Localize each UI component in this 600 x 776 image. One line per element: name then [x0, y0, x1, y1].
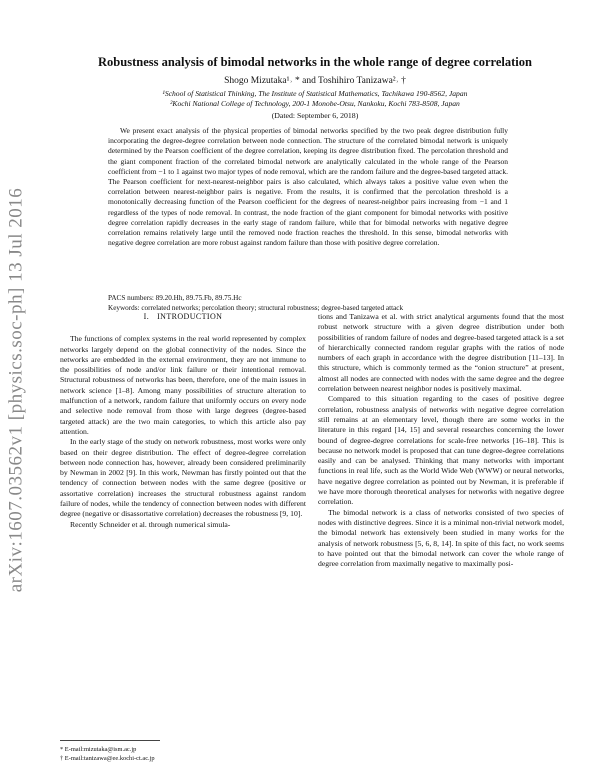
left-column — [60, 312, 306, 530]
arxiv-watermark — [2, 160, 30, 620]
affiliation-2: ²Kochi National College of Technology, 200-1 Monobe-Otsu, Nankoku, Kochi 783-8508, Japan — [170, 99, 460, 108]
footnote-email-1: * E-mail:mizutaka@ism.ac.jp — [60, 746, 137, 753]
paper-authors: Shogo Mizutaka¹˒ * and Toshihiro Tanizawa²˒ † — [224, 76, 406, 86]
section-heading — [60, 312, 306, 322]
footnote-email-2: † E-mail:tanizawa@ee.kochi-ct.ac.jp — [60, 755, 155, 762]
affiliation-1: ¹School of Statistical Thinking, The Institute of Statistical Mathematics, Tachikawa 190-8562, Japan — [162, 89, 468, 98]
paper-title: Robustness analysis of bimodal networks in the whole range of degree correlation — [98, 55, 532, 69]
paragraph: Compared to this situation regarding to the cases of positive degree correlation, robustness analysis of networks with negative degree correlation still remains at an elementary level, though there are some works in the literature in this regard [14, 15] and several researches concerning the lower bound of degree-degree correlations for scale-free networks [16–18]. This is because no network model is proposed that can tune degree-degree correlations easily and can be analysed. Thinking that many networks with important functions in real life, such as the World Wide Web (WWW) or neural networks, have negative degree correlation as pointed out by Newman, it is preferable if we have more thorough theoretical analyses for networks with negative degree correlation. — [318, 394, 564, 507]
paragraph: The functions of complex systems in the real world represented by complex networks largely depend on the global connectivity of the nodes. Since the networks are embedded in the external environment, they are not immune to the possibilities of node and/or link failure or their intentional removal. Structural robustness of networks has been, therefore, one of the main issues in network science [1–8]. Among many possibilities of structure alteration to malfunction of a network, random failure that uniformly occurs on every node and selective node removal from those with large degrees (degree-based targeted attack) are the two main categories, to which this article also pay attention. — [60, 334, 306, 436]
arxiv-id: arXiv:1607.03562v1 [physics.soc-ph] 13 Jul 2016 — [5, 187, 26, 593]
section-title: INTRODUCTION — [157, 312, 223, 321]
pacs-numbers: PACS numbers: 89.20.Hh, 89.75.Fb, 89.75.Hc — [108, 294, 242, 302]
pacs-block — [108, 293, 508, 313]
footnotes — [60, 745, 310, 763]
abstract: We present exact analysis of the physical properties of bimodal networks specified by the two peak degree distribution fully incorporating the degree-degree correlation between node connection. The structure of the correlated bimodal network is uniquely determined by the Pearson coefficient of the degree correlation, keeping its degree distribution fixed. The percolation threshold and the giant component fraction of the correlated bimodal network are analytically calculated in the whole range of the Pearson coefficient from −1 to 1 against two major types of node removal, which are the random failure and the degree-based targeted attack. The Pearson coefficient for next-nearest-neighbor pairs is also calculated, which always takes a positive value even when the correlation between nearest-neighbor pairs is negative. From the results, it is confirmed that the percolation threshold is a monotonically decreasing function of the Pearson coefficient for the degrees of nearest-neighbor pairs increasing from −1 and 1 regardless of the types of node removal. In contrast, the node fraction of the giant component for bimodal networks with positive degree correlation rapidly decreases in the early stage of random failure, while that for bimodal networks with negative degree correlation remains relatively large until the removed node fraction reaches the threshold. In this sense, bimodal networks with negative degree correlation are more robust against random failure than those with positive degree correlation. — [108, 126, 508, 248]
paragraph: Recently Schneider et al. through numerical simula- — [70, 519, 231, 529]
keywords: Keywords: correlated networks; percolation theory; structural robustness; degree-based targeted attack — [108, 304, 404, 312]
paragraph: In the early stage of the study on network robustness, most works were only based on their degree distribution. The effect of degree-degree correlation between node connection has, however, already been considered preliminarily by Newman in 2002 [9]. In this work, Newman has firstly pointed out that the tendency of connection between nodes with the same degree (positive or assortative correlation) increases the structural robustness against random failure of nodes, while the tendency of connection between nodes with different degree (negative or disassortative correlation) decreases the robustness [9, 10]. — [60, 437, 306, 519]
affiliations — [60, 89, 570, 109]
footnote-rule — [60, 740, 160, 741]
section-number: I. — [143, 312, 150, 321]
paragraph: tions and Tanizawa et al. with strict analytical arguments found that the most robust network structure with a given degree distribution under both possibilities of random failure of nodes and degree-based targeted attack is a set of hierarchically connected random regular graphs with the ratios of node numbers of each graph in accordance with the degree distribution [11–13]. In this structure, which is commonly termed as the “onion structure” at present, almost all nodes are connected with nodes with the same degree and the degree correlation between nearest neighbor nodes is positively maximal. — [318, 312, 564, 394]
right-column — [318, 312, 564, 569]
paper-date: (Dated: September 6, 2018) — [271, 111, 359, 120]
paragraph: The bimodal network is a class of networks consisted of two species of nodes with distinctive degrees. Since it is a minimal non-trivial network model, the bimodal network has extensively been studied in many works for the analysis of network robustness [5, 6, 8, 14]. In spite of this fact, no work seems to have pointed out that the bimodal network can cover the whole range of degree correlation from maximally negative to maximally posi- — [318, 507, 564, 569]
